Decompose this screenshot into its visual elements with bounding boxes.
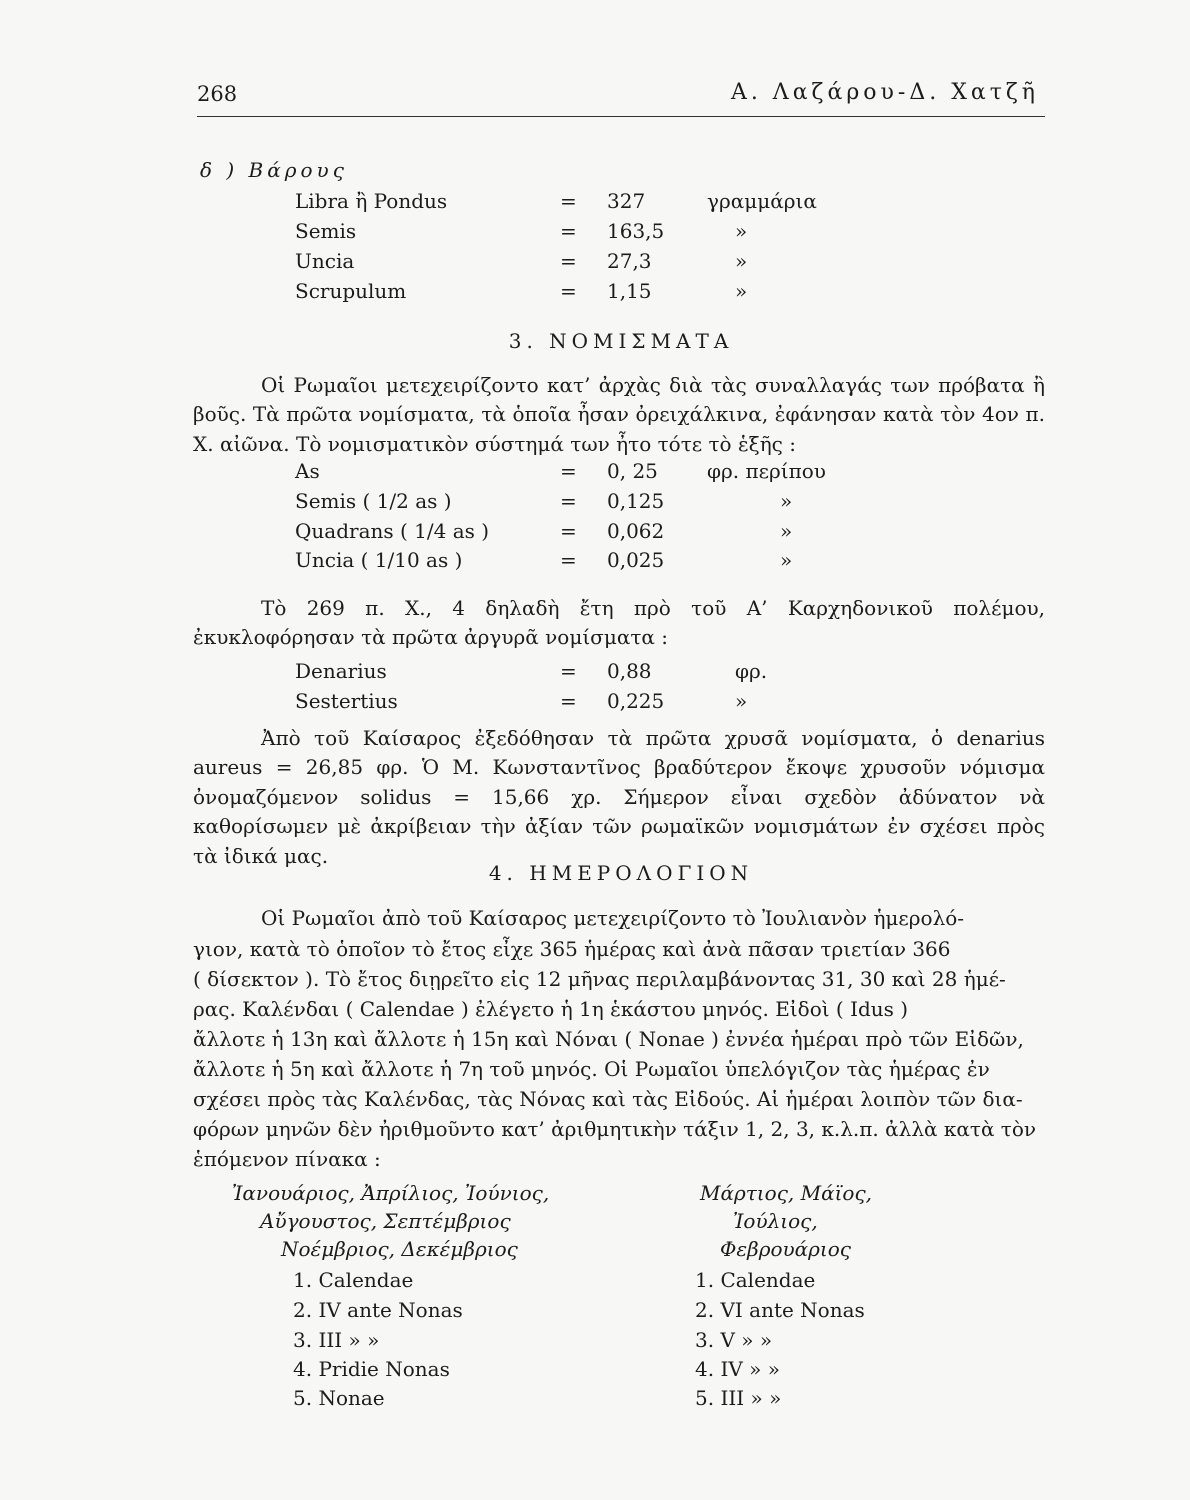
calendar-heading: 4. ΗΜΕΡΟΛΟΓΙΟΝ — [488, 861, 754, 885]
day-row: 4. IV » » — [695, 1357, 780, 1381]
unit-name: Scrupulum — [295, 279, 407, 303]
coin-unit: » — [780, 489, 793, 513]
month-group-line: Αὔγουστος, Σεπτέμβριος — [260, 1209, 511, 1233]
weights-heading: δ ) Βάρους — [200, 158, 348, 182]
coin-name: Denarius — [295, 659, 387, 683]
unit-value: 163,5 — [607, 219, 665, 243]
coin-name: Sestertius — [295, 689, 398, 713]
coin-name: Semis ( 1/2 as ) — [295, 489, 452, 513]
coin-value: 0,125 — [607, 489, 665, 513]
day-row: 4. Pridie Nonas — [293, 1357, 450, 1381]
calendar-line: Οἱ Ρωμαῖοι ἀπὸ τοῦ Καίσαρος μετεχειρίζοντο τὸ Ἰουλιανὸν ἡμερολό- — [261, 906, 965, 930]
coins-heading: 3. ΝΟΜΙΣΜΑΤΑ — [508, 329, 734, 353]
month-group-line: Ἰανουάριος, Ἀπρίλιος, Ἰούνιος, — [232, 1181, 550, 1205]
equals-sign: = — [560, 689, 577, 713]
unit-value: 27,3 — [607, 249, 652, 273]
unit-name: Libra ἢ Pondus — [295, 189, 448, 213]
coin-value: 0,225 — [607, 689, 665, 713]
gold-paragraph — [193, 724, 1045, 871]
equals-sign: = — [560, 489, 577, 513]
calendar-line: ἑπόμενον πίνακα : — [193, 1147, 381, 1171]
equals-sign: = — [560, 459, 577, 483]
coin-unit: » — [735, 689, 748, 713]
coin-unit: » — [780, 519, 793, 543]
silver-intro-paragraph — [193, 594, 1045, 653]
page-number: 268 — [197, 82, 238, 106]
calendar-line: γιον, κατὰ τὸ ὁποῖον τὸ ἔτος εἶχε 365 ἡμέρας καὶ ἀνὰ πᾶσαν τριετίαν 366 — [193, 937, 951, 961]
equals-sign: = — [560, 189, 577, 213]
day-row: 2. IV ante Nonas — [293, 1298, 463, 1322]
day-row: 1. Calendae — [293, 1268, 414, 1292]
equals-sign: = — [560, 548, 577, 572]
coins-intro-paragraph — [193, 371, 1045, 459]
day-row: 2. VI ante Nonas — [695, 1298, 865, 1322]
calendar-line: φόρων μηνῶν δὲν ἠριθμοῦντο κατ’ ἀριθμητικὴν τάξιν 1, 2, 3, κ.λ.π. ἀλλὰ κατὰ τὸν — [193, 1117, 1037, 1141]
calendar-line: ρας. Καλένδαι ( Calendae ) ἐλέγετο ἡ 1η ἑκάστου μηνός. Εἰδοὶ ( Idus ) — [193, 997, 909, 1021]
month-group-line: Ἰούλιος, — [733, 1209, 818, 1233]
coin-value: 0,88 — [607, 659, 652, 683]
gold-text: Ἀπὸ τοῦ Καίσαρος ἐξεδόθησαν τὰ πρῶτα χρυσᾶ νομίσματα, ὁ denarius aureus = 26,85 φρ. Ὁ Μ. Κωνσταντῖνος βραδύτερον ἔκοψε χρυσοῦν νόμισμα ὀνομαζόμενον solidus = 15,66 χρ. Σήμερον εἶναι σχεδὸν ἀδύνατον νὰ καθορίσωμεν μὲ ἀκρίβειαν τὴν ἀξίαν τῶν ρωμαϊκῶν νομισμάτων ἐν σχέσει πρὸς τὰ ἰδικά μας. — [193, 726, 1045, 868]
month-group-line: Φεβρουάριος — [720, 1237, 851, 1261]
equals-sign: = — [560, 249, 577, 273]
equals-sign: = — [560, 519, 577, 543]
coin-unit: φρ. περίπου — [707, 459, 826, 483]
calendar-line: ἄλλοτε ἡ 5η καὶ ἄλλοτε ἡ 7η τοῦ μηνός. Οἱ Ρωμαῖοι ὑπελόγιζον τὰς ἡμέρας ἐν — [193, 1057, 990, 1081]
coin-unit: » — [780, 548, 793, 572]
unit-name: Uncia — [295, 249, 355, 273]
calendar-line: ἄλλοτε ἡ 13η καὶ ἄλλοτε ἡ 15η καὶ Νόναι ( Nonae ) ἐννέα ἡμέραι πρὸ τῶν Εἰδῶν, — [193, 1027, 1024, 1051]
day-row: 3. V » » — [695, 1328, 773, 1352]
day-row: 1. Calendae — [695, 1268, 816, 1292]
coin-name: Uncia ( 1/10 as ) — [295, 548, 463, 572]
coin-value: 0, 25 — [607, 459, 658, 483]
day-row: 3. III » » — [293, 1328, 380, 1352]
unit-value: 327 — [607, 189, 646, 213]
unit-name: Semis — [295, 219, 357, 243]
unit-value: 1,15 — [607, 279, 652, 303]
coin-name: As — [295, 459, 320, 483]
equals-sign: = — [560, 279, 577, 303]
silver-intro-text: Τὸ 269 π. Χ., 4 δηλαδὴ ἔτη πρὸ τοῦ Α’ Καρχηδονικοῦ πολέμου, ἐκυκλοφόρησαν τὰ πρῶτα ἀργυρᾶ νομίσματα : — [193, 596, 1045, 650]
running-head: Α. Λαζάρου-Δ. Χατζῆ — [730, 80, 1039, 105]
equals-sign: = — [560, 219, 577, 243]
unit-measure: » — [735, 249, 748, 273]
month-group-line: Νοέμβριος, Δεκέμβριος — [281, 1237, 518, 1261]
coin-value: 0,062 — [607, 519, 665, 543]
page-header — [197, 80, 1045, 117]
coin-value: 0,025 — [607, 548, 665, 572]
unit-measure: » — [735, 279, 748, 303]
calendar-line: ( δίσεκτον ). Τὸ ἔτος διῃρεῖτο εἰς 12 μῆνας περιλαμβάνοντας 31, 30 καὶ 28 ἡμέ- — [193, 967, 1006, 991]
coins-intro-text: Οἱ Ρωμαῖοι μετεχειρίζοντο κατ’ ἀρχὰς διὰ τὰς συναλλαγάς των πρόβατα ἢ βοῦς. Τὰ πρῶτα νομίσματα, τὰ ὁποῖα ἦσαν ὀρειχάλκινα, ἐφάνησαν κατὰ τὸν 4ον π. Χ. αἰῶνα. Τὸ νομισματικὸν σύστημά των ἦτο τότε τὸ ἑξῆς : — [193, 373, 1045, 456]
equals-sign: = — [560, 659, 577, 683]
day-row: 5. III » » — [695, 1386, 782, 1410]
calendar-line: σχέσει πρὸς τὰς Καλένδας, τὰς Νόνας καὶ τὰς Εἰδούς. Αἱ ἡμέραι λοιπὸν τῶν δια- — [193, 1087, 1023, 1111]
day-row: 5. Nonae — [293, 1386, 385, 1410]
unit-measure: » — [735, 219, 748, 243]
month-group-line: Μάρτιος, Μάϊος, — [700, 1181, 873, 1205]
coin-unit: φρ. — [735, 659, 768, 683]
unit-measure: γραμμάρια — [707, 189, 817, 213]
coin-name: Quadrans ( 1/4 as ) — [295, 519, 490, 543]
